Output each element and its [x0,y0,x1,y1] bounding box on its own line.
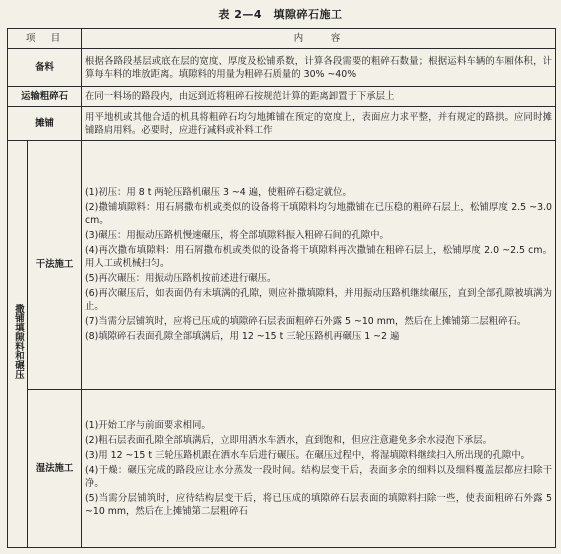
row-label-dry: 干法施工 [28,141,82,390]
row-label-spread: 摊铺 [8,107,82,141]
group-label-text: 撒铺填隙料和碾压 [13,304,24,380]
dry-step: (4)再次撒布填隙料：用石屑撒布机或类似的设备将干填隙料再次撒铺在粗碎石层上，松铺厚度 2.0 ~2.5 cm。用人工或机械扫匀。 [85,245,553,270]
wet-step: (3)用 12 ~15 t 三轮压路机跟在洒水车后进行碾压。在碾压过程中，将湿填隙料继续扫入所出现的孔隙中。 [85,449,530,461]
table-row [8,49,556,87]
dry-step: (6)再次碾压后，如表面仍有未填满的孔隙，则应补撒填隙料，并用振动压路机继续碾压，直到全部孔隙被填满为止。 [85,288,553,313]
row-content-transport: 在同一料场的路段内，由远到近将粗碎石按规范计算的距离卸置于下承层上 [82,87,556,107]
dry-step: (1)初压：用 8 t 两轮压路机碾压 3 ~4 遍，使粗碎石稳定就位。 [85,187,352,199]
row-content-spread: 用平地机或其他合适的机具将粗碎石均匀地摊铺在预定的宽度上，表面应力求平整，并有规定的路拱。应同时摊铺路肩用料。必要时，应进行减料或补料工作 [82,107,556,141]
wet-step: (4)干燥：碾压完成的路段应让水分蒸发一段时间。结构层变干后，表面多余的细料以及细料覆盖层都应扫除干净。 [85,464,553,489]
construction-table [7,28,556,548]
group-label [8,141,28,548]
dry-step: (5)再次碾压：用振动压路机按前述进行碾压。 [85,273,277,285]
table-caption: 表 2—4 填隙碎石施工 [218,8,343,21]
table-row [8,107,556,141]
table-row [8,389,556,547]
wet-step: (1)开始工序与前面要求相同。 [85,419,211,431]
row-label-transport: 运输粗碎石 [8,87,82,107]
dry-step: (8)填隙碎石表面孔隙全部填满后，用 12 ~15 t 三轮压路机再碾压 1 ~2 遍 [85,331,400,343]
table-row [8,87,556,107]
dry-step: (2)撒铺填隙料：用石屑撒布机或类似的设备将干填隙料均匀地撒铺在已压稳的粗碎石层上，松铺厚度 2.5 ~3.0 cm。 [85,202,553,227]
wet-step: (5)当需分层铺筑时，应待结构层变干后，将已压成的填隙碎石层表面的填隙料扫除一些，使表面粗碎石外露 5 ~10 mm，然后在上摊铺第二层粗碎石 [85,492,553,517]
header-item: 项 目 [8,29,82,49]
header-content: 内 容 [82,29,556,49]
row-label-wet: 湿法施工 [28,389,82,547]
table-row [8,141,556,390]
row-content-wet [82,389,556,547]
row-label-prep: 备料 [8,49,82,87]
dry-step: (3)碾压：用振动压路机慢速碾压，将全部填隙料振入粗碎石间的孔隙中。 [85,230,389,242]
dry-step: (7)当需分层铺筑时，应将已压成的填隙碎石层表面粗碎石外露 5 ~10 mm，然后在上摊铺第二层粗碎石。 [85,316,527,328]
wet-step: (2)粗石层表面孔隙全部填满后，立即用洒水车洒水，直到饱和，但应注意避免多余水浸泡下承层。 [85,434,493,446]
row-content-prep: 根据各路段基层或底在层的宽度、厚度及松铺系数，计算各段需要的粗碎石数量；根据运料车辆的车厢体积，计算每车料的堆放距离。填隙料的用量为粗碎石质量的 30% ~40% [82,49,556,87]
table-header-row [8,29,556,49]
row-content-dry [82,141,556,390]
